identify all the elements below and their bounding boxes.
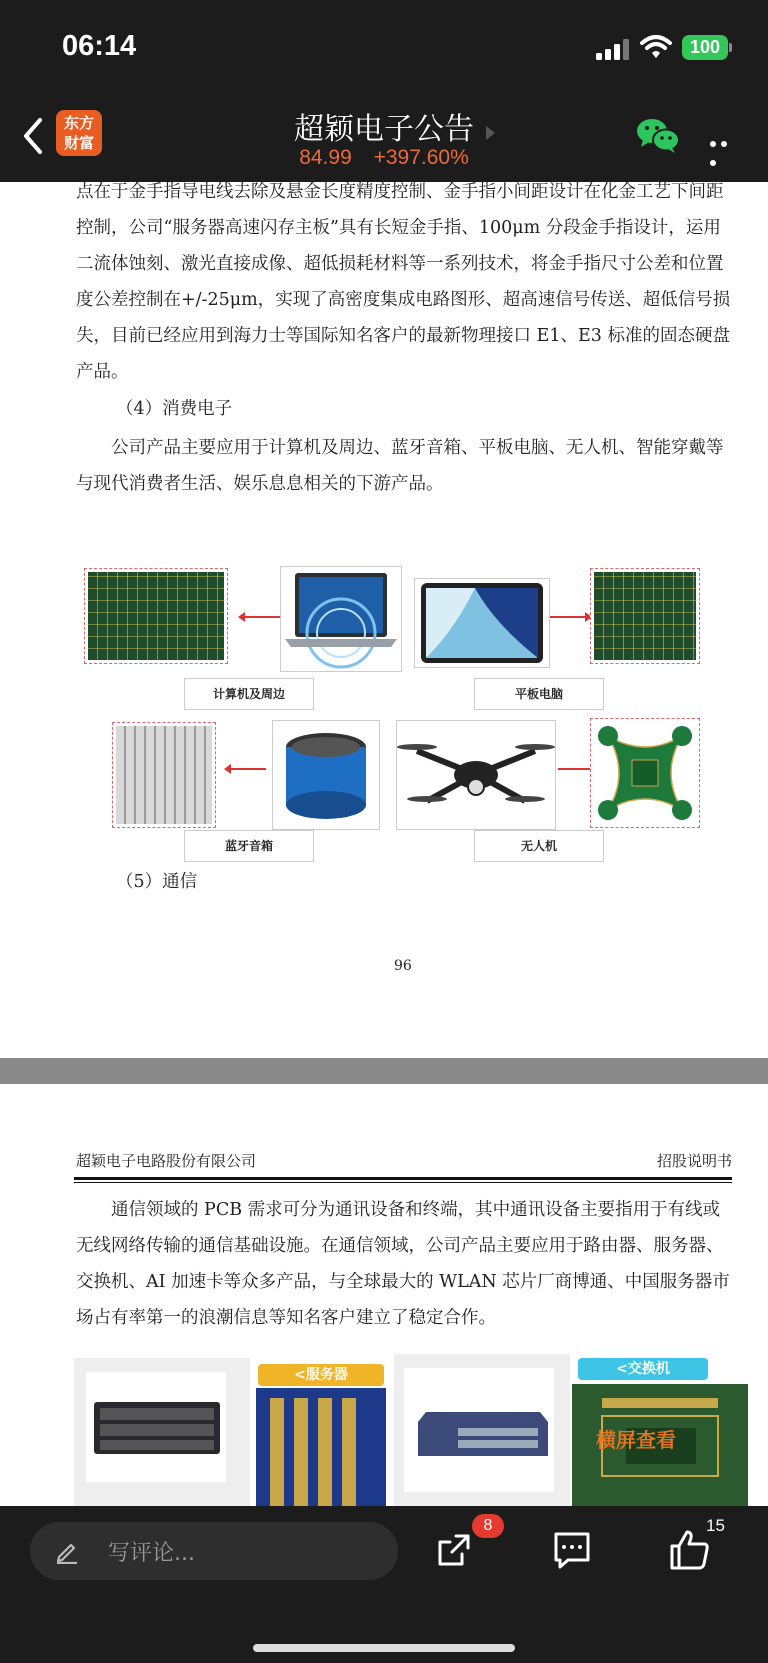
stock-change: +397.60%	[373, 146, 469, 169]
wifi-icon	[640, 34, 672, 60]
arrow-left-icon	[244, 616, 280, 618]
battery-indicator: 100	[682, 35, 728, 60]
cellular-signal-icon	[596, 38, 630, 60]
caption-speaker: 蓝牙音箱	[184, 830, 314, 862]
caption-drone: 无人机	[474, 830, 604, 862]
consumer-electronics-figure	[84, 568, 714, 868]
arrow-right-icon	[558, 768, 594, 770]
share-count-badge: 8	[472, 1514, 504, 1538]
arrow-right-icon	[550, 616, 586, 618]
tag-server: <服务器	[258, 1364, 384, 1386]
heading-consumer-electronics: （4）消费电子	[116, 399, 233, 419]
pcb-speaker-image	[112, 722, 216, 828]
header-rule	[74, 1182, 732, 1183]
app-logo[interactable]	[56, 110, 102, 156]
laptop-image	[280, 566, 402, 672]
status-time: 06:14	[62, 30, 137, 62]
header-rule	[74, 1177, 732, 1180]
switch-image	[394, 1354, 570, 1506]
heading-communication: （5）通信	[116, 872, 198, 892]
comment-placeholder: 写评论...	[108, 1541, 195, 1566]
tablet-image	[414, 578, 550, 668]
nav-header	[0, 96, 768, 182]
server-pcb-image	[256, 1388, 386, 1506]
document-viewer[interactable]	[0, 182, 768, 1506]
drone-image	[396, 720, 556, 830]
back-chevron-icon[interactable]	[18, 114, 48, 158]
paragraph-gold-finger: 点在于金手指导电线去除及悬金长度精度控制、金手指小间距设计在化金工艺下间距控制，公司“服务器高速闪存主板”具有长短金手指、100μm 分段金手指设计，运用二流体蚀刻、激光直接成像、超低损耗材料等一系列技术，将金手指尺寸公差和位置度公差控制在+/-25μm，实现了高密度集成电路图形、超高速信号传送、超低信号损失，目前已经应用到海力士等国际知名客户的最新物理接口 E1、E3 标准的固态硬盘产品。	[76, 182, 731, 382]
caption-tablet: 平板电脑	[474, 678, 604, 710]
comments-icon[interactable]	[550, 1528, 594, 1572]
more-options-icon[interactable]	[710, 132, 742, 140]
pcb-tablet-image	[590, 568, 700, 664]
pencil-icon	[54, 1538, 80, 1564]
document-page-97	[0, 1084, 768, 1506]
home-indicator	[253, 1644, 515, 1652]
stock-price: 84.99	[299, 146, 352, 169]
wechat-share-icon[interactable]	[636, 116, 680, 154]
pcb-computer-image	[84, 568, 228, 664]
pcb-drone-image	[590, 718, 700, 828]
app-logo-line2: 财富	[63, 134, 94, 152]
bluetooth-speaker-image	[272, 720, 380, 830]
page-header-company: 超颖电子电路股份有限公司	[76, 1152, 257, 1170]
like-count: 15	[706, 1516, 725, 1535]
status-bar	[0, 0, 768, 96]
landscape-view-link[interactable]: 横屏查看	[596, 1428, 676, 1452]
document-page-96	[0, 182, 768, 1058]
server-image	[74, 1358, 250, 1506]
stock-quote	[200, 146, 568, 170]
page-header-doc-type: 招股说明书	[656, 1152, 732, 1170]
tag-switch: <交换机	[578, 1358, 708, 1380]
caption-computer: 计算机及周边	[184, 678, 314, 710]
page-title: 超颖电子公告	[294, 112, 474, 147]
comment-input[interactable]	[30, 1522, 398, 1580]
paragraph-communication: 通信领域的 PCB 需求可分为通讯设备和终端，其中通讯设备主要指用于有线或无线网络传输的通信基础设施。在通信领域，公司产品主要应用于路由器、服务器、交换机、AI 加速卡等众多产品，与全球最大的 WLAN 芯片厂商博通、中国服务器市场占有率第一的浪潮信息等知名客户建立了稳定合作。	[76, 1200, 730, 1328]
app-logo-line1: 东方	[63, 114, 94, 132]
bottom-action-bar	[0, 1506, 768, 1663]
battery-cap	[729, 43, 732, 52]
page-number: 96	[394, 958, 412, 974]
arrow-left-icon	[230, 768, 266, 770]
page-separator	[0, 1058, 768, 1084]
title-expand-icon	[486, 126, 495, 140]
share-icon[interactable]	[432, 1528, 476, 1572]
paragraph-consumer-electronics: 公司产品主要应用于计算机及周边、蓝牙音箱、平板电脑、无人机、智能穿戴等与现代消费者生活、娱乐息息相关的下游产品。	[76, 438, 724, 494]
